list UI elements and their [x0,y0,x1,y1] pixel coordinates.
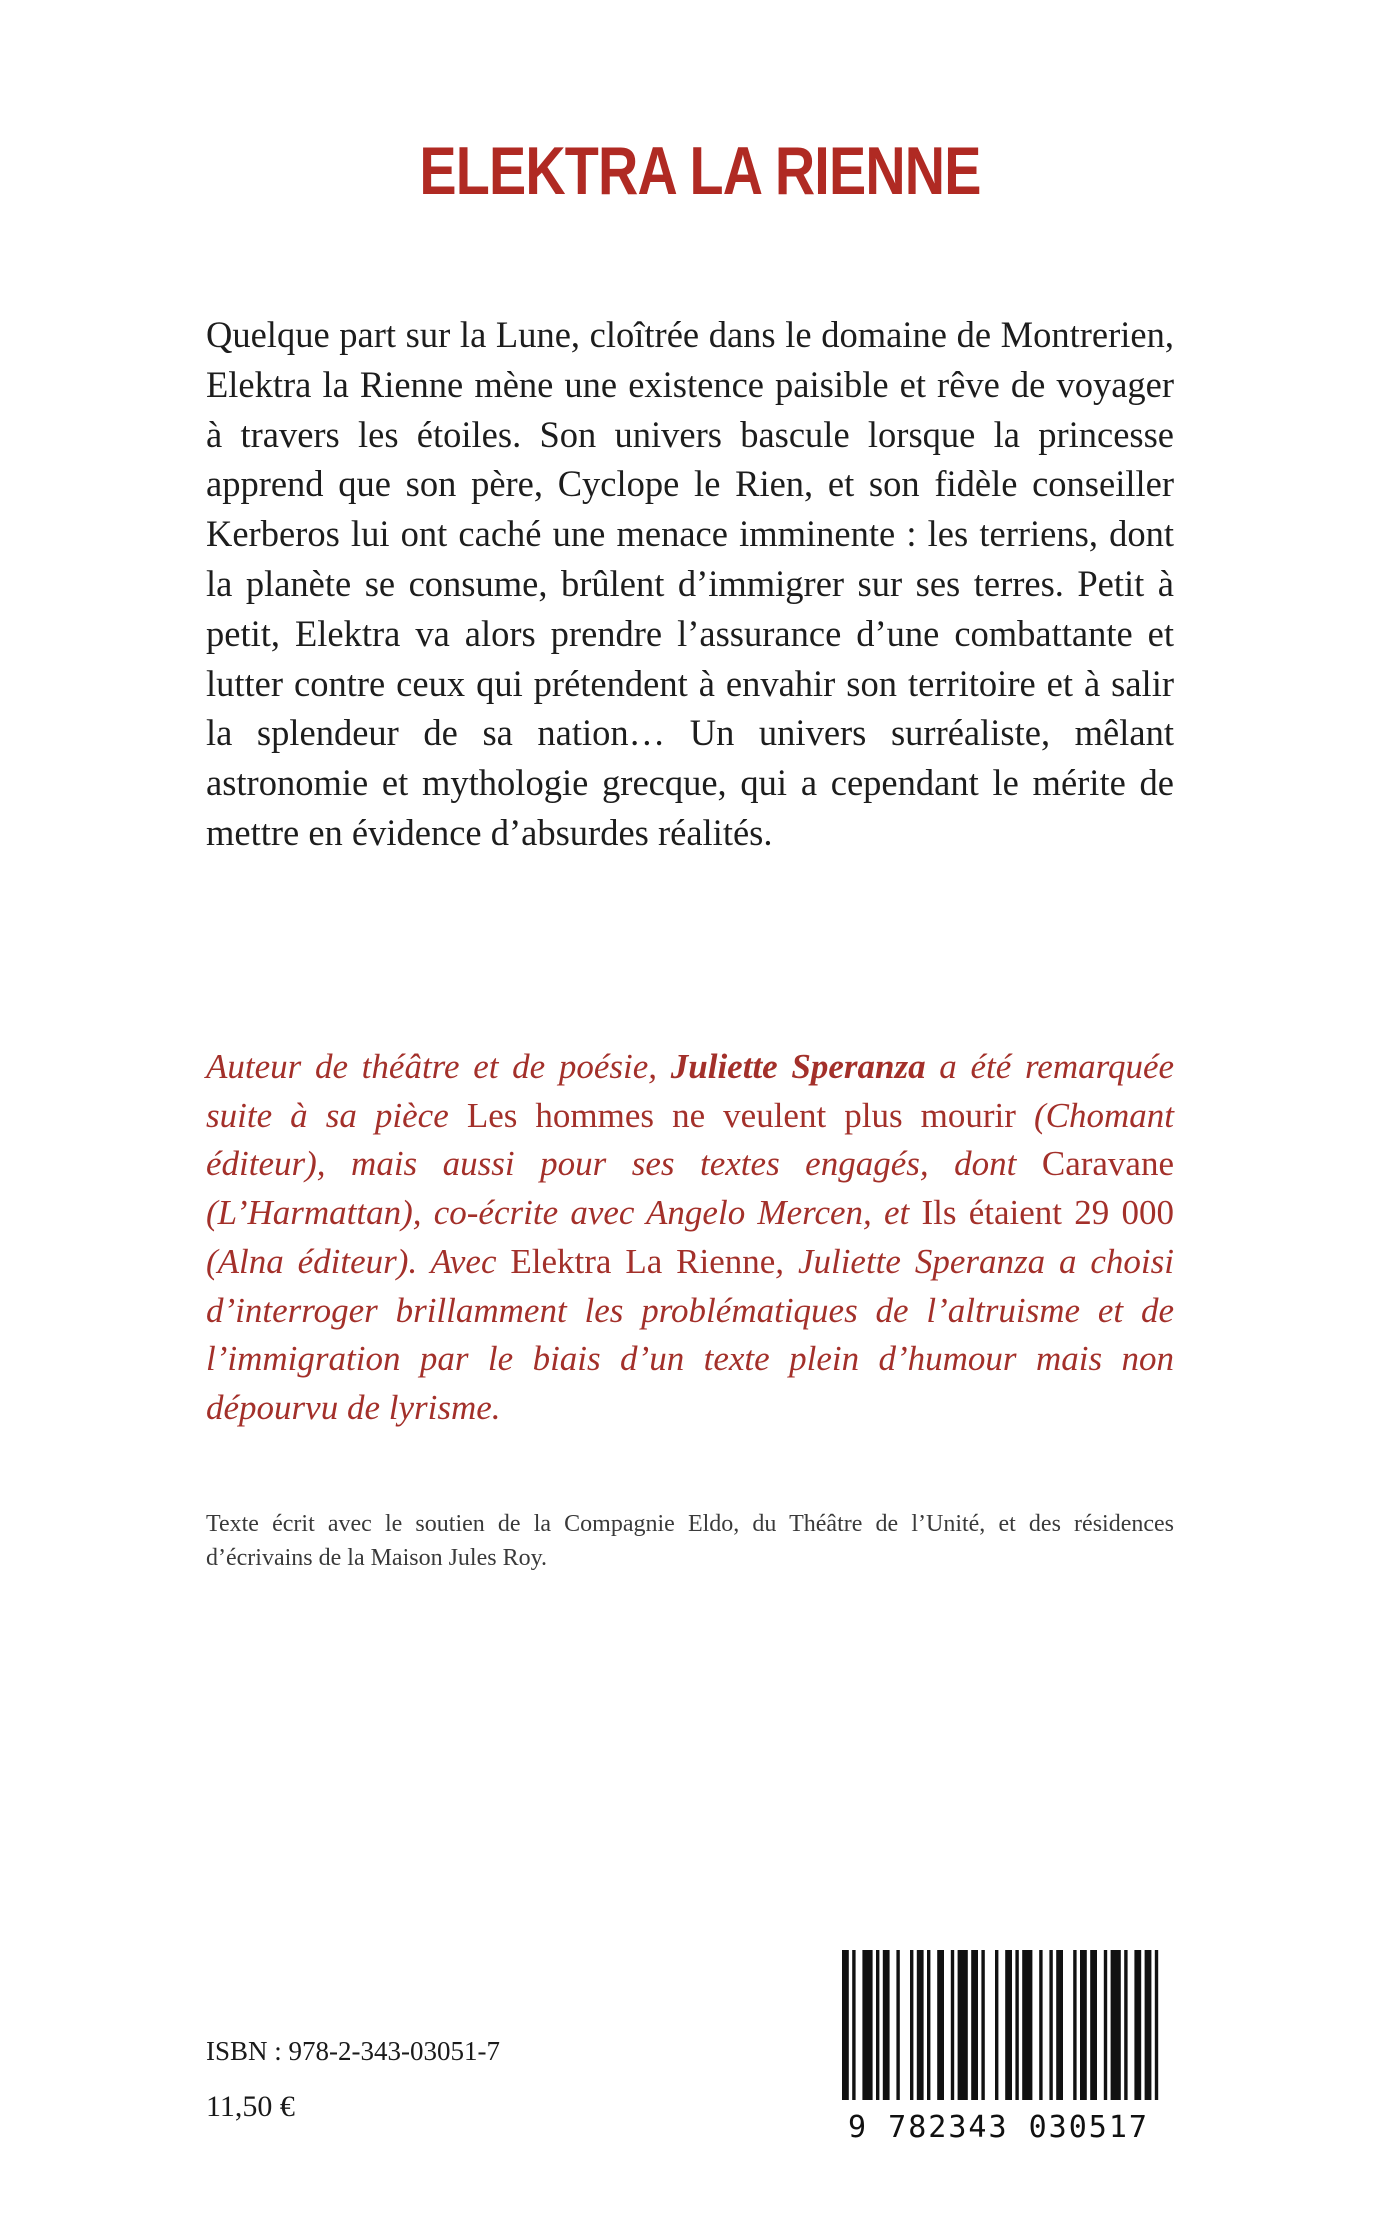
bio-text: (Chomant éditeur), mais aussi pour ses textes engagés, dont [206,1095,1175,1184]
author-name: Juliette Speranza [670,1047,926,1086]
barcode-bar [896,1950,899,2100]
support-note: Texte écrit avec le soutien de la Compagnie Eldo, du Théâtre de l’Unité, et des résidences d’écrivains de la Maison Jules Roy. [206,1511,1174,1571]
bio-text: (Alna éditeur). Avec [206,1241,511,1281]
barcode-digits: 9 782343 030517 [848,2110,1149,2145]
barcode-bar [1022,1950,1032,2100]
work-title: Elektra La Rienne [510,1241,776,1281]
barcode-bar [927,1950,930,2100]
barcode-bar [1090,1950,1097,2100]
barcode-bar [1049,1950,1052,2100]
barcode [822,1950,1175,2150]
barcode-bar [1056,1950,1063,2100]
barcode-bar [1005,1950,1012,2100]
barcode-bar [981,1950,984,2100]
barcode-bar [862,1950,872,2100]
barcode-bar [937,1950,944,2100]
barcode-bar [995,1950,998,2100]
barcode-bar [1124,1950,1127,2100]
barcode-bar [1104,1950,1107,2100]
barcode-bar [1155,1950,1158,2100]
barcode-bar [842,1950,849,2100]
barcode-bar [971,1950,978,2100]
barcode-bar [1080,1950,1087,2100]
barcode-bar [1015,1950,1018,2100]
synopsis-paragraph: Quelque part sur la Lune, cloîtrée dans le domaine de Montrerien, Elektra la Rienne mène une existence paisible et rêve de voyager à travers les étoiles. Son univers bascule lorsque la princesse apprend que son père, Cyclope le Rien, et son fidèle conseiller Kerberos lui ont caché une menace imminente : les terriens, dont la planète se consume, brûlent d’immigrer sur ses terres. Petit à petit, Elektra va alors prendre l’assurance d’une combattante et lutter contre ceux qui prétendent à envahir son territoire et à salir la splendeur de sa nation… Un univers surréaliste, mêlant astronomie et mythologie grecque, qui a cependant le mérite de mettre en évidence d’absurdes réalités. [206,314,1174,853]
bio-text: (L’Harmattan), co-écrite avec Angelo Mercen, et [206,1193,922,1233]
price-label: 11,50 € [206,2090,295,2123]
barcode-bar [1073,1950,1076,2100]
barcode-bar [910,1950,913,2100]
barcode-bar [883,1950,890,2100]
barcode-bar [1134,1950,1141,2100]
barcode-bar [1039,1950,1042,2100]
barcode-bar [951,1950,954,2100]
barcode-bar [917,1950,924,2100]
bio-text: a été remarquée suite à sa pièce [206,1047,1175,1135]
barcode-bar [852,1950,855,2100]
isbn-label: ISBN : 978-2-343-03051-7 [206,2036,500,2066]
author-bio [206,1043,1174,1433]
book-title: ELEKTRA LA RIENNE [419,133,981,209]
work-title: Les hommes ne veulent plus mourir [466,1095,1016,1135]
barcode-bars [822,1950,1175,2110]
work-title: Ils étaient 29 000 [921,1193,1174,1233]
bio-text: , Juliette Speranza a choisi d’interroger brillamment les problématiques de l’altruisme et de l’immigration par le biais d’un texte plein d’humour mais non dépourvu de lyrisme. [206,1241,1174,1427]
barcode-bar [1145,1950,1152,2100]
barcode-bar [876,1950,879,2100]
barcode-bar [958,1950,968,2100]
work-title: Caravane [1041,1144,1174,1184]
barcode-bar [1111,1950,1121,2100]
bio-text: Auteur de théâtre et de poésie, [206,1047,671,1086]
